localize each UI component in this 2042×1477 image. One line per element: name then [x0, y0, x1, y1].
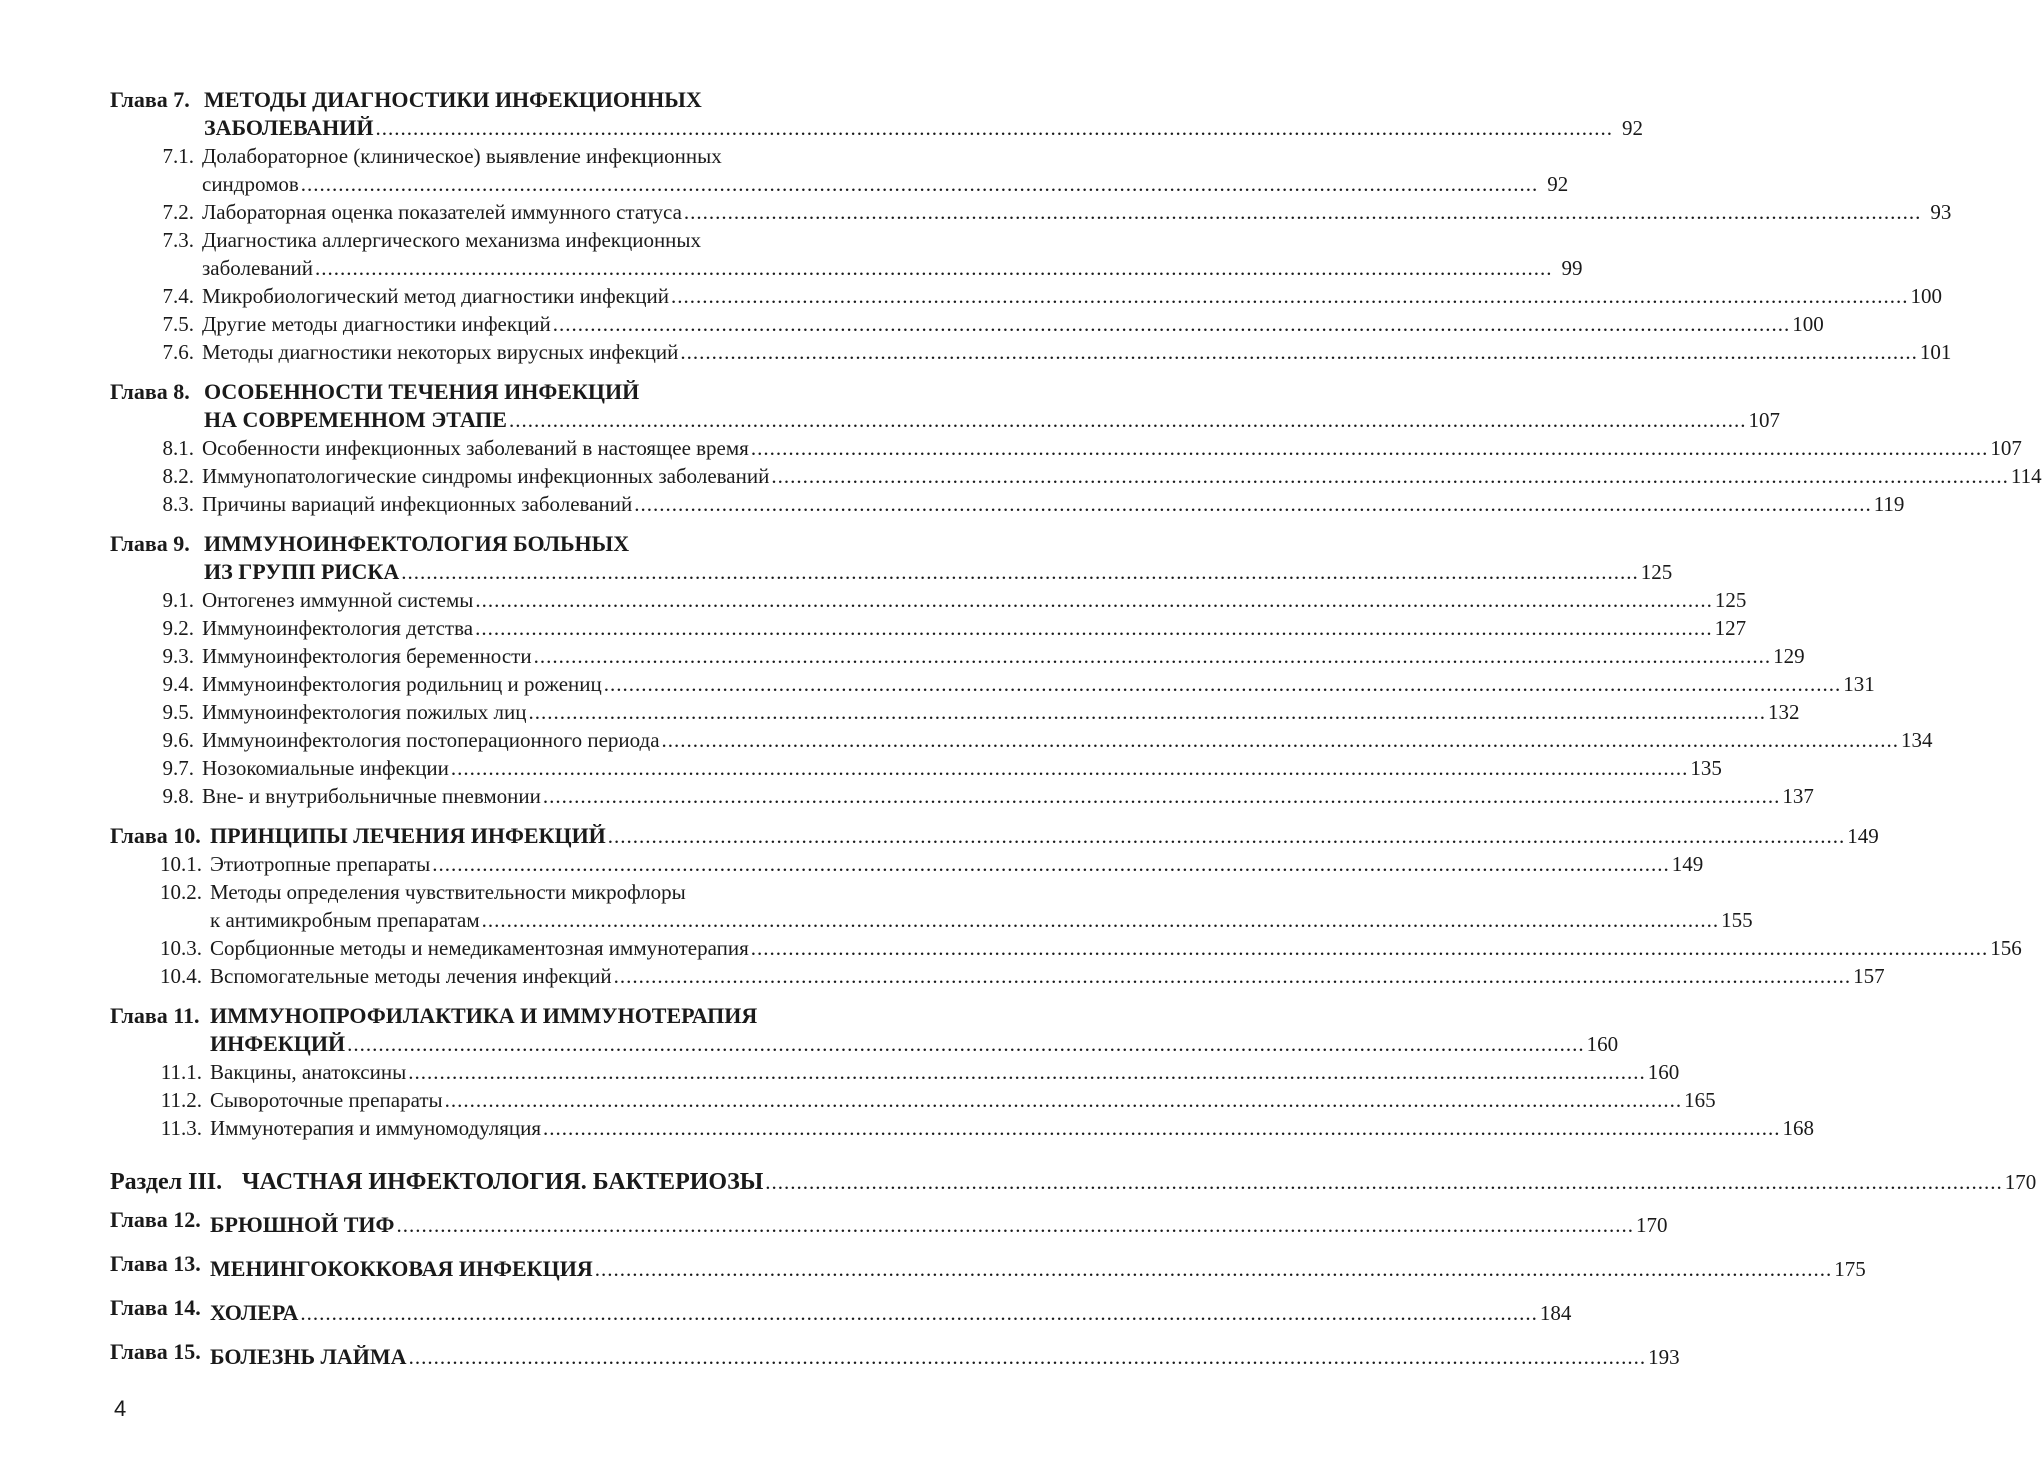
entry-label: 9.7. [162, 756, 194, 780]
entry-body [202, 490, 1905, 518]
entry-body [210, 962, 1885, 990]
dot-leader [445, 1086, 1683, 1114]
toc-entry[interactable] [110, 1058, 1680, 1086]
entry-label: Глава 10. [110, 823, 201, 848]
entry-label: Глава 7. [110, 87, 190, 112]
toc-entry[interactable] [110, 1114, 1814, 1142]
entry-body [202, 434, 2022, 462]
entry-row [204, 114, 1643, 142]
entry-body [202, 782, 1814, 810]
entry-label: Глава 15. [110, 1339, 201, 1364]
entry-title: Особенности инфекционных заболеваний в настоящее время [202, 436, 749, 460]
entry-page-number: 100 [1910, 284, 1942, 308]
entry-row [202, 642, 1805, 670]
entry-title: МЕНИНГОКОККОВАЯ ИНФЕКЦИЯ [210, 1256, 593, 1281]
entry-page-number: 132 [1767, 700, 1800, 724]
entry-title: к антимикробным препаратам [210, 908, 480, 932]
page-number: 4 [114, 1396, 127, 1421]
entry-row [202, 254, 1583, 282]
toc-entry[interactable] [110, 934, 2022, 962]
entry-page-number: 107 [1990, 436, 2022, 460]
entry-label: 9.3. [162, 644, 194, 668]
toc-entry[interactable] [110, 726, 1933, 754]
entry-page-number: 165 [1684, 1088, 1716, 1112]
entry-body [202, 226, 1583, 282]
entry-body [202, 282, 1942, 310]
entry-title: Методы диагностики некоторых вирусных инфекций [202, 340, 679, 364]
entry-label: 7.3. [162, 228, 194, 252]
entry-title: Сорбционные методы и немедикаментозная иммунотерапия [210, 936, 749, 960]
toc-entry[interactable] [110, 698, 1800, 726]
dot-leader [671, 282, 1909, 310]
entry-title: Иммуноинфектология постоперационного периода [202, 728, 660, 752]
entry-row [210, 1086, 1716, 1114]
entry-row [202, 726, 1933, 754]
toc-entry[interactable] [110, 962, 1885, 990]
spacer [110, 990, 940, 1002]
entry-row [202, 434, 2022, 462]
entry-label: Глава 11. [110, 1003, 200, 1028]
toc-entry[interactable] [110, 878, 1753, 934]
dot-leader [771, 462, 2009, 490]
entry-page-number: 127 [1714, 616, 1747, 640]
dot-leader [401, 558, 1639, 586]
entry-title: БРЮШНОЙ ТИФ [210, 1212, 395, 1237]
toc-entry[interactable] [110, 226, 1583, 282]
entry-body [210, 850, 1704, 878]
entry-page-number: 155 [1721, 908, 1753, 932]
entry-page-number: 93 [1930, 200, 1952, 224]
toc-entry[interactable] [110, 1164, 2037, 1200]
entry-title: Иммуноинфектология родильниц и рожениц [202, 672, 602, 696]
toc-entry[interactable] [110, 86, 1643, 142]
dot-leader [751, 434, 1989, 462]
entry-label: 10.3. [160, 936, 202, 960]
spacer [110, 518, 940, 530]
dot-leader [482, 906, 1720, 934]
entry-title: ПРИНЦИПЫ ЛЕЧЕНИЯ ИНФЕКЦИЙ [210, 823, 606, 848]
entry-label: 8.2. [162, 464, 194, 488]
entry-title: Иммунотерапия и иммуномодуляция [210, 1116, 541, 1140]
entry-label: 8.1. [162, 436, 194, 460]
entry-body [202, 754, 1722, 782]
entry-body [210, 1086, 1716, 1114]
entry-title-line: ИММУНОИНФЕКТОЛОГИЯ БОЛЬНЫХ [204, 531, 630, 556]
entry-row [204, 558, 1673, 586]
toc-entry[interactable] [110, 530, 1673, 586]
entry-title: Вакцины, анатоксины [210, 1060, 407, 1084]
dot-leader [553, 310, 1791, 338]
spacer [110, 1142, 940, 1164]
toc-entry[interactable] [110, 586, 1747, 614]
entry-body [202, 586, 1747, 614]
entry-title: Нозокомиальные инфекции [202, 756, 449, 780]
toc-entry[interactable] [110, 142, 1569, 198]
entry-page-number: 125 [1640, 560, 1673, 584]
entry-body [204, 86, 1643, 142]
entry-body [202, 338, 1952, 366]
toc-entry[interactable] [110, 282, 1942, 310]
entry-row [202, 282, 1942, 310]
entry-body [210, 1206, 1668, 1244]
entry-title: Иммунопатологические синдромы инфекционных заболеваний [202, 464, 770, 488]
entry-row [204, 406, 1780, 434]
toc-entry[interactable] [110, 378, 1780, 434]
entry-label: 11.3. [160, 1116, 202, 1140]
entry-row [242, 1164, 2037, 1200]
entry-row [210, 962, 1885, 990]
entry-row [202, 310, 1824, 338]
dot-leader [528, 698, 1766, 726]
spacer [110, 810, 940, 822]
entry-body [204, 530, 1673, 586]
entry-page-number: 149 [1671, 852, 1704, 876]
entry-label: Глава 8. [110, 379, 190, 404]
entry-page-number: 107 [1748, 408, 1780, 432]
entry-label: 11.1. [160, 1060, 202, 1084]
dot-leader [409, 1338, 1647, 1376]
entry-label: 9.1. [162, 588, 194, 612]
dot-leader [614, 962, 1852, 990]
entry-page-number: 101 [1919, 340, 1952, 364]
entry-title-line: ОСОБЕННОСТИ ТЕЧЕНИЯ ИНФЕКЦИЙ [204, 379, 640, 404]
toc-entry[interactable] [110, 670, 1875, 698]
toc-entry[interactable] [110, 1294, 1572, 1332]
entry-title: синдромов [202, 172, 299, 196]
dot-leader [608, 822, 1846, 850]
entry-row [202, 782, 1814, 810]
entry-label: Раздел III. [110, 1169, 223, 1195]
entry-body [210, 1114, 1814, 1142]
entry-title: ИНФЕКЦИЙ [210, 1031, 346, 1056]
table-of-contents [110, 86, 2042, 1376]
entry-label: 11.2. [160, 1088, 202, 1112]
entry-row [202, 586, 1747, 614]
entry-label: 10.2. [160, 880, 202, 904]
entry-body [202, 614, 1747, 642]
dot-leader [347, 1030, 1585, 1058]
entry-row [202, 490, 1905, 518]
toc-entry[interactable] [110, 614, 1747, 642]
toc-entry[interactable] [110, 198, 1952, 226]
spacer [110, 366, 940, 378]
entry-row [202, 462, 2042, 490]
entry-row [202, 338, 1952, 366]
entry-page-number: 149 [1847, 824, 1879, 848]
dot-leader [509, 406, 1747, 434]
entry-label: 8.3. [162, 492, 194, 516]
entry-title: ЧАСТНАЯ ИНФЕКТОЛОГИЯ. БАКТЕРИОЗЫ [242, 1169, 764, 1195]
entry-label: Глава 14. [110, 1295, 201, 1320]
entry-title: Микробиологический метод диагностики инфекций [202, 284, 669, 308]
entry-row [210, 1206, 1668, 1244]
entry-title-line: Долабораторное (клиническое) выявление инфекционных [202, 144, 722, 168]
entry-page-number: 168 [1782, 1116, 1814, 1140]
dot-leader [451, 754, 1689, 782]
entry-body [210, 1338, 1680, 1376]
entry-title: Вне- и внутрибольничные пневмонии [202, 784, 541, 808]
toc-entry[interactable] [110, 1086, 1716, 1114]
entry-title-line: ИММУНОПРОФИЛАКТИКА И ИММУНОТЕРАПИЯ [210, 1003, 758, 1028]
entry-body [210, 934, 2022, 962]
entry-title: Онтогенез иммунной системы [202, 588, 474, 612]
entry-label: 9.8. [162, 784, 194, 808]
entry-title: Этиотропные препараты [210, 852, 431, 876]
dot-leader [396, 1206, 1634, 1244]
toc-entry[interactable] [110, 850, 1704, 878]
entry-page-number: 92 [1622, 116, 1643, 140]
entry-page-number: 160 [1647, 1060, 1680, 1084]
entry-label: 10.4. [160, 964, 202, 988]
entry-label: 7.4. [162, 284, 194, 308]
toc-entry[interactable] [110, 434, 2022, 462]
entry-row [210, 1250, 1866, 1288]
entry-page-number: 160 [1586, 1032, 1619, 1056]
toc-entry[interactable] [110, 338, 1952, 366]
dot-leader [475, 614, 1713, 642]
entry-body [202, 670, 1875, 698]
toc-entry[interactable] [110, 754, 1722, 782]
toc-entry[interactable] [110, 490, 1905, 518]
entry-page-number: 135 [1690, 756, 1722, 780]
entry-title: Иммуноинфектология пожилых лиц [202, 700, 527, 724]
entry-title: заболеваний [202, 256, 313, 280]
entry-row [202, 698, 1800, 726]
entry-page-number: 184 [1539, 1301, 1572, 1325]
entry-label: Глава 9. [110, 531, 190, 556]
entry-label: 9.6. [162, 728, 194, 752]
entry-page-number: 119 [1873, 492, 1905, 516]
entry-label: 7.1. [162, 144, 194, 168]
entry-page-number: 125 [1714, 588, 1747, 612]
dot-leader [604, 670, 1842, 698]
entry-title: ИЗ ГРУПП РИСКА [204, 559, 400, 584]
entry-page-number: 92 [1547, 172, 1569, 196]
dot-leader [684, 198, 1922, 226]
entry-page-number: 170 [2004, 1170, 2037, 1194]
entry-page-number: 129 [1773, 644, 1805, 668]
entry-label: 10.1. [160, 852, 202, 876]
entry-row [202, 198, 1952, 226]
entry-label: Глава 12. [110, 1207, 201, 1232]
dot-leader [751, 934, 1989, 962]
entry-body [210, 1002, 1619, 1058]
entry-row [210, 850, 1704, 878]
toc-entry[interactable] [110, 1250, 1866, 1288]
entry-body [202, 462, 2042, 490]
entry-label: 7.5. [162, 312, 194, 336]
dot-leader [301, 170, 1539, 198]
entry-title: ЗАБОЛЕВАНИЙ [204, 115, 374, 140]
entry-page-number: 170 [1635, 1213, 1668, 1237]
dot-leader [315, 254, 1553, 282]
entry-title: Причины вариаций инфекционных заболеваний [202, 492, 633, 516]
entry-page-number: 157 [1853, 964, 1885, 988]
entry-page-number: 175 [1834, 1257, 1866, 1281]
dot-leader [680, 338, 1918, 366]
entry-row [210, 1114, 1814, 1142]
dot-leader [543, 782, 1781, 810]
entry-label: 7.2. [162, 200, 194, 224]
dot-leader [376, 114, 1614, 142]
entry-row [210, 1058, 1680, 1086]
entry-label: 9.5. [162, 700, 194, 724]
toc-entry[interactable] [110, 1338, 1680, 1376]
dot-leader [662, 726, 1900, 754]
entry-body [204, 378, 1780, 434]
entry-body [210, 878, 1753, 934]
entry-body [210, 1250, 1866, 1288]
entry-page-number: 137 [1782, 784, 1814, 808]
dot-leader [543, 1114, 1781, 1142]
entry-body [202, 698, 1800, 726]
toc-entry[interactable] [110, 1206, 1668, 1244]
entry-row [210, 1338, 1680, 1376]
entry-page-number: 131 [1843, 672, 1875, 696]
dot-leader [408, 1058, 1646, 1086]
entry-title: Вспомогательные методы лечения инфекций [210, 964, 612, 988]
entry-label: 9.2. [162, 616, 194, 640]
toc-entry[interactable] [110, 822, 1879, 850]
entry-title-line: Диагностика аллергического механизма инфекционных [202, 228, 702, 252]
entry-row [202, 754, 1722, 782]
entry-title: Сывороточные препараты [210, 1088, 443, 1112]
dot-leader [765, 1164, 2003, 1200]
dot-leader [634, 490, 1872, 518]
entry-page-number: 156 [1990, 936, 2022, 960]
entry-row [210, 1030, 1619, 1058]
dot-leader [432, 850, 1670, 878]
entry-row [210, 1294, 1572, 1332]
entry-body [210, 1294, 1572, 1332]
entry-label: 7.6. [162, 340, 194, 364]
entry-body [202, 310, 1824, 338]
entry-title: ХОЛЕРА [210, 1300, 299, 1325]
entry-title-line: МЕТОДЫ ДИАГНОСТИКИ ИНФЕКЦИОННЫХ [204, 87, 702, 112]
entry-body [202, 642, 1805, 670]
toc-entry[interactable] [110, 310, 1824, 338]
entry-body [210, 822, 1879, 850]
entry-title: НА СОВРЕМЕННОМ ЭТАПЕ [204, 407, 507, 432]
entry-title: БОЛЕЗНЬ ЛАЙМА [210, 1344, 407, 1369]
entry-row [210, 906, 1753, 934]
entry-row [202, 614, 1747, 642]
entry-row [210, 934, 2022, 962]
entry-body [202, 198, 1952, 226]
entry-row [202, 170, 1569, 198]
entry-label: 9.4. [162, 672, 194, 696]
entry-page-number: 114 [2010, 464, 2042, 488]
entry-page-number: 134 [1901, 728, 1933, 752]
entry-body [202, 726, 1933, 754]
entry-body [202, 142, 1569, 198]
entry-row [210, 822, 1879, 850]
entry-title-line: Методы определения чувствительности микрофлоры [210, 880, 686, 904]
entry-label: Глава 13. [110, 1251, 201, 1276]
entry-title: Другие методы диагностики инфекций [202, 312, 551, 336]
entry-body [210, 1058, 1680, 1086]
toc-entry[interactable] [110, 782, 1814, 810]
entry-page-number: 100 [1792, 312, 1824, 336]
toc-entry[interactable] [110, 462, 2042, 490]
dot-leader [595, 1250, 1833, 1288]
entry-title: Лабораторная оценка показателей иммунного статуса [202, 200, 682, 224]
toc-entry[interactable] [110, 642, 1805, 670]
entry-page-number: 193 [1648, 1345, 1680, 1369]
dot-leader [475, 586, 1713, 614]
entry-title: Иммуноинфектология детства [202, 616, 474, 640]
dot-leader [300, 1294, 1538, 1332]
dot-leader [534, 642, 1772, 670]
entry-body [242, 1164, 2037, 1200]
entry-row [202, 670, 1875, 698]
entry-title: Иммуноинфектология беременности [202, 644, 532, 668]
entry-page-number: 99 [1561, 256, 1583, 280]
toc-entry[interactable] [110, 1002, 1619, 1058]
